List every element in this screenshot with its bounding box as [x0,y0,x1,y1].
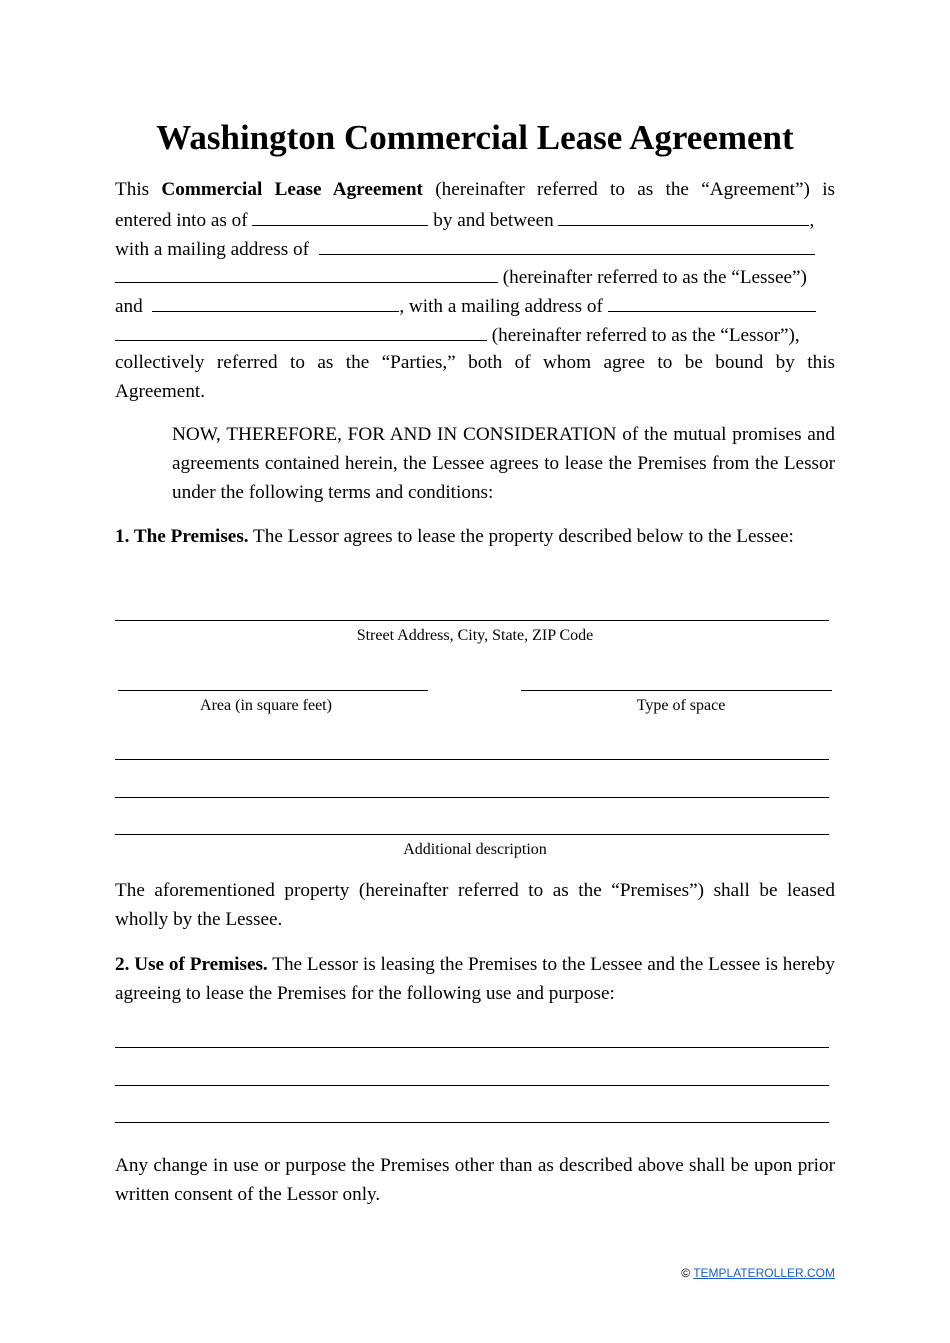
intro-line-8: Agreement. [115,380,206,402]
intro-paragraph [115,176,835,406]
footer [681,1266,835,1280]
date-blank[interactable] [252,205,428,226]
intro-line-3 [115,234,835,263]
area-caption: Area (in square feet) [200,697,332,714]
intro-line-6 [115,320,835,349]
intro-text: entered into as of [115,209,253,231]
area-line[interactable] [118,690,428,691]
section-2-heading: 2. Use of Premises. [115,954,268,975]
lessee-address-blank-1[interactable] [319,234,815,255]
section-2-paragraph [115,951,835,1009]
now-therefore-paragraph: NOW, THEREFORE, FOR AND IN CONSIDERATION of the mutual promises and agreements contained herein, the Lessee agrees to lease the Premises from the Lessor under the following terms and conditions: [172,424,835,503]
use-purpose-line-3[interactable] [115,1122,829,1123]
intro-text: and [115,296,148,318]
use-purpose-line-1[interactable] [115,1047,829,1048]
lessee-address-blank-2[interactable] [115,262,498,283]
intro-line-1 [115,176,835,205]
street-address-caption: Street Address, City, State, ZIP Code [356,627,594,644]
intro-text: , [809,209,815,231]
intro-line-7: collectively referred to as the “Parties,” both of whom agree to be bound by this [115,351,835,373]
street-address-line[interactable] [115,620,829,621]
templateroller-link[interactable]: TEMPLATEROLLER.COM [693,1266,835,1280]
section-1-text: The Lessor agrees to lease the property described below to the Lessee: [248,526,794,547]
change-of-use-paragraph: Any change in use or purpose the Premises other than as described above shall be upon prior written consent of the Lessor only. [115,1155,835,1205]
intro-text: (hereinafter referred to as the “Lessor”), [487,324,800,346]
lessor-address-blank-1[interactable] [608,291,816,312]
additional-description-line-3[interactable] [115,834,829,835]
additional-description-caption: Additional description [403,841,547,858]
intro-line-4 [115,262,835,291]
additional-description-line-1[interactable] [115,759,829,760]
intro-text: by and between [428,209,559,231]
intro-text: (hereinafter referred to as the “Lessee”) [498,267,807,289]
copyright-symbol: © [681,1266,694,1280]
premises-leased-paragraph: The aforementioned property (hereinafter referred to as the “Premises”) shall be leased wholly by the Lessee. [115,880,835,930]
intro-line-5 [115,291,835,320]
intro-text: with a mailing address of [115,238,309,260]
lessor-name-blank[interactable] [152,291,399,312]
intro-text: (hereinafter referred to as the “Agreement”) is [422,179,835,200]
section-1-heading: 1. The Premises. [115,526,249,547]
lessor-address-blank-2[interactable] [115,320,487,341]
type-of-space-line[interactable] [521,690,832,691]
use-purpose-line-2[interactable] [115,1085,829,1086]
agreement-name: Commercial Lease Agreement [161,179,423,200]
additional-description-line-2[interactable] [115,797,829,798]
intro-text: This [115,179,162,200]
lessee-name-blank[interactable] [558,205,809,226]
section-2-text: The Lessor is leasing the Premises to the Lessee and the Lessee is hereby agreeing to lease the Premises for the following use and purpose: [115,954,835,1004]
document-title: Washington Commercial Lease Agreement [156,118,794,157]
intro-text: , with a mailing address of [399,296,608,318]
type-of-space-caption: Type of space [636,697,726,714]
intro-line-2 [115,205,835,234]
section-1-paragraph [115,523,835,552]
